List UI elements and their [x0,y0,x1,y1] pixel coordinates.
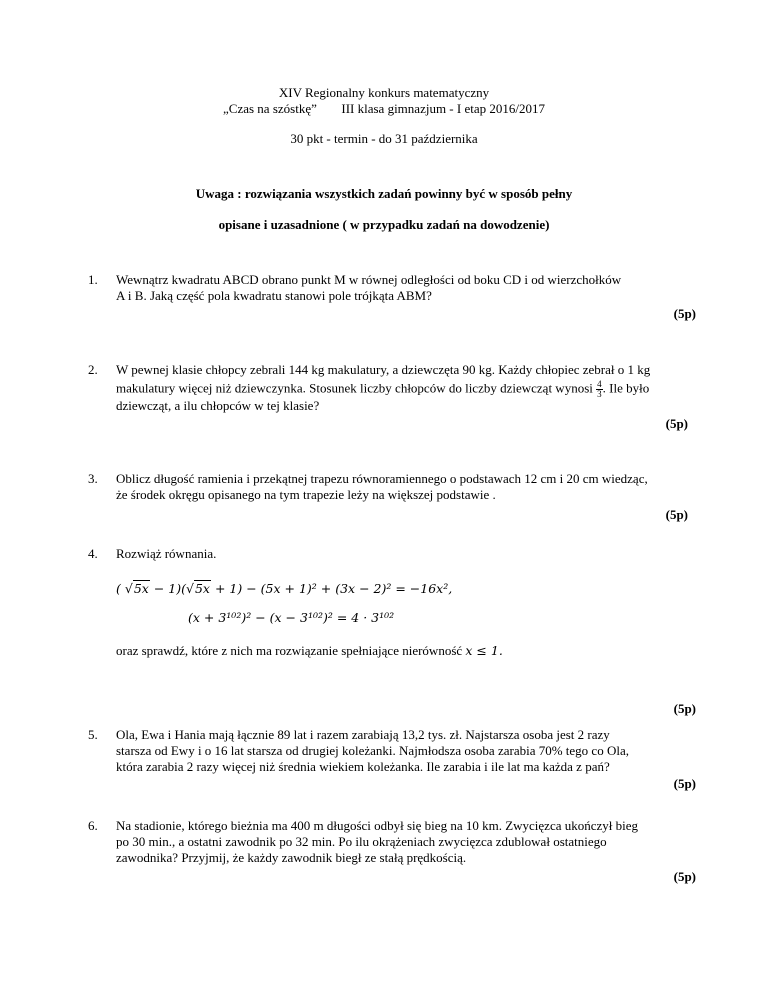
task-number: 4. [88,546,98,561]
task-number: 2. [88,362,98,377]
note-line-1: Uwaga : rozwiązania wszystkich zadań powinny być w sposób pełny [195,186,573,201]
sqrt-radicand: 5x [194,581,210,596]
task-text-line: że środek okręgu opisanego na tym trapezie leży na większej podstawie . [116,487,496,502]
contest-subtitle [0,101,768,117]
contest-title: XIV Regionalny konkurs matematyczny [278,85,490,100]
task-text-line: Ola, Ewa i Hania mają łącznie 89 lat i razem zarabiają 13,2 tys. zł. Najstarsza osoba jest 2 razy [116,727,610,742]
fraction-numerator: 4 [597,379,602,389]
task-text-line: Na stadionie, którego bieżnia ma 400 m długości odbył się bieg na 10 km. Zwycięzca ukończył bieg [116,818,639,833]
task-text-line: Wewnątrz kwadratu ABCD obrano punkt M w równej odległości od boku CD i od wierzchołków [116,272,622,287]
task-number: 1. [88,272,98,287]
equation-part: + 1) − (5x + 1)² + (3x − 2)² = −16x², [210,581,453,596]
task-text-line: po 30 min., a ostatni zawodnik po 32 min. Po ilu okrążeniach zwycięzca zdublował ostatniego [116,834,607,849]
task-points: (5p) [673,869,696,884]
task-text-line: dziewcząt, a ilu chłopców w tej klasie? [116,398,320,413]
equation-2: (x + 3¹⁰²)² − (x − 3¹⁰²)² = 4 · 3¹⁰² [188,610,395,625]
task-points: (5p) [673,776,696,791]
task-points: (5p) [673,306,696,321]
fraction-denominator: 3 [597,389,602,399]
task-text: oraz sprawdź, które z nich ma rozwiązanie spełniające nierówność [116,643,466,658]
inequality: x ≤ 1. [465,643,503,658]
task-text-line: W pewnej klasie chłopcy zebrali 144 kg makulatury, a dziewczęta 90 kg. Każdy chłopiec zebrał o 1 kg [116,362,651,377]
task-number: 3. [88,471,98,486]
contest-deadline: 30 pkt - termin - do 31 października [290,131,478,146]
task-text: makulatury więcej niż dziewczynka. Stosunek liczby chłopców do liczby dziewcząt wynosi [116,380,593,396]
task-text-line: która zarabia 2 razy więcej niż średnia wiekiem koleżanka. Ile zarabia i ile lat ma każda z pań? [116,759,610,774]
task-text-line: Oblicz długość ramienia i przekątnej trapezu równoramiennego o podstawach 12 cm i 20 cm wiedząc, [116,471,648,486]
sqrt-radicand: 5x [133,581,149,596]
task-points: (5p) [665,507,688,522]
task-text-line: starsza od Ewy i o 16 lat starsza od drugiej koleżanki. Najmłodsza osoba zarabia 70% tego co Ola, [116,743,629,758]
equation-part: ( [116,581,121,596]
contest-motto: „Czas na szóstkę” [223,101,317,116]
task-points: (5p) [673,701,696,716]
task-number: 5. [88,727,98,742]
task-text-line: zawodnika? Przyjmij, że każdy zawodnik biegł ze stałą prędkością. [116,850,467,865]
note-line-2: opisane i uzasadnione ( w przypadku zadań na dowodzenie) [218,217,550,232]
equation-part: − 1)( [149,581,186,596]
sqrt-sign: √ [186,581,194,596]
task-points: (5p) [665,416,688,431]
task-text-line [116,643,696,659]
task-number: 6. [88,818,98,833]
task-text: . Ile było [602,380,650,396]
task-text-line: A i B. Jaką część pola kwadratu stanowi pole trójkąta ABM? [116,288,432,303]
task-text-line: Rozwiąż równania. [116,546,217,561]
sqrt-sign: √ [124,581,133,596]
task-text-line [116,380,716,399]
contest-stage: III klasa gimnazjum - I etap 2016/2017 [341,101,545,116]
equation-1 [116,581,696,597]
